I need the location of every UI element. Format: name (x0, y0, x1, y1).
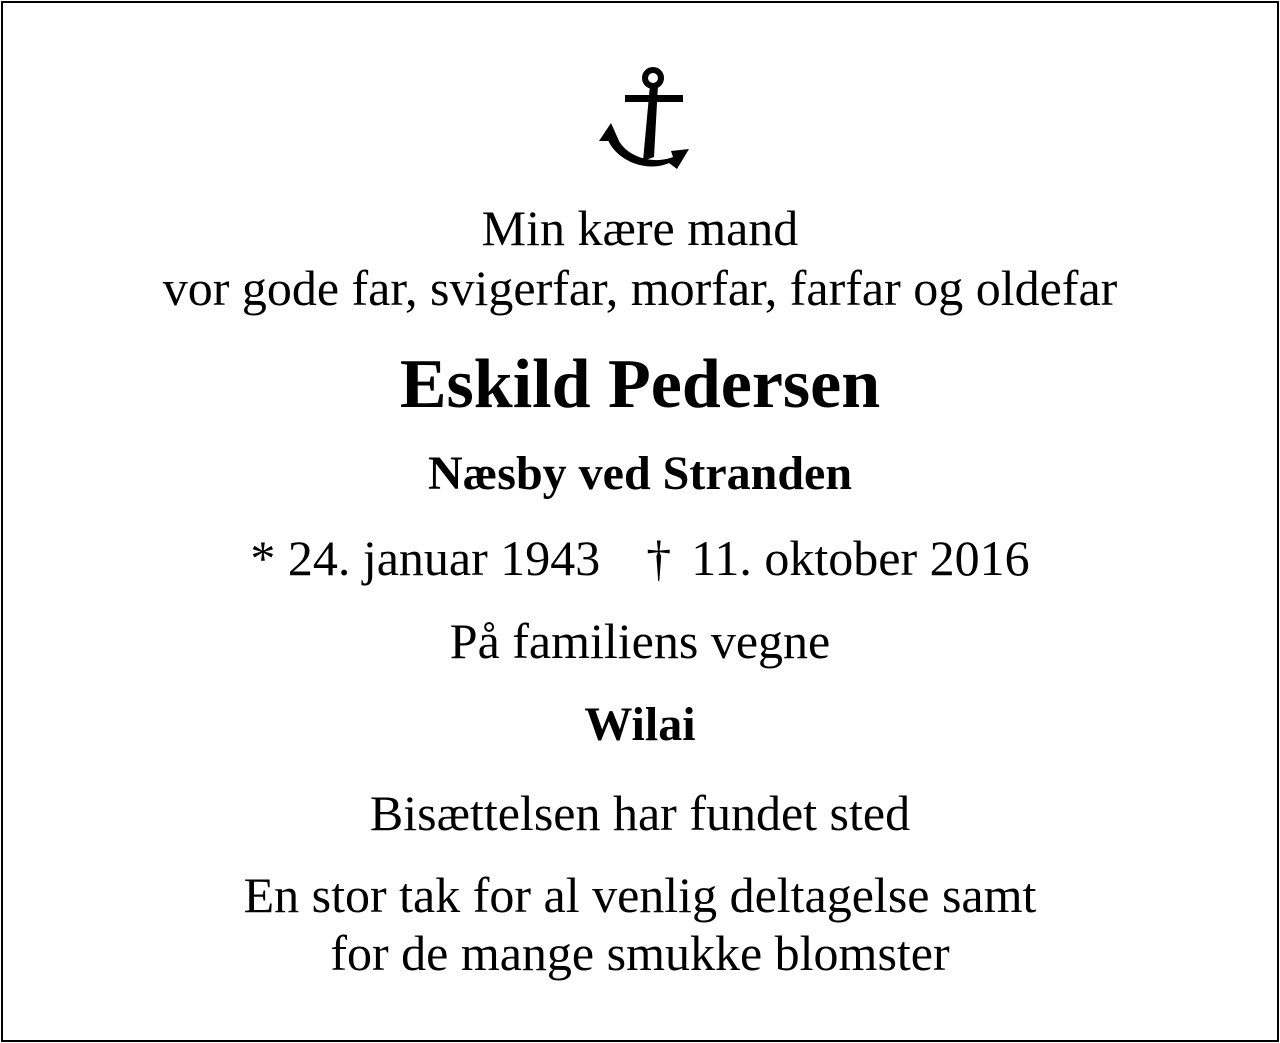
signer-name: Wilai (584, 698, 696, 751)
residence-place: Næsby ved Stranden (427, 447, 853, 500)
on-behalf-text: På familiens vegne (449, 613, 831, 669)
death-mark: † (646, 530, 672, 586)
birth-date: 24. januar 1943 (287, 530, 601, 586)
funeral-note: Bisættelsen har fundet sted (369, 785, 911, 841)
intro-line-2: vor gode far, svigerfar, morfar, farfar og oldefar (162, 260, 1118, 316)
life-dates (3, 530, 1277, 586)
thanks-line-2: for de mange smukke blomster (330, 925, 950, 981)
birth-mark: * (250, 530, 276, 586)
death-date: 11. oktober 2016 (691, 530, 1030, 586)
intro-line-1: Min kære mand (481, 200, 799, 256)
deceased-name: Eskild Pedersen (399, 346, 881, 423)
obituary-notice (1, 1, 1279, 1042)
anchor-icon (597, 65, 693, 173)
thanks-line-1: En stor tak for al venlig deltagelse samt (243, 867, 1037, 923)
